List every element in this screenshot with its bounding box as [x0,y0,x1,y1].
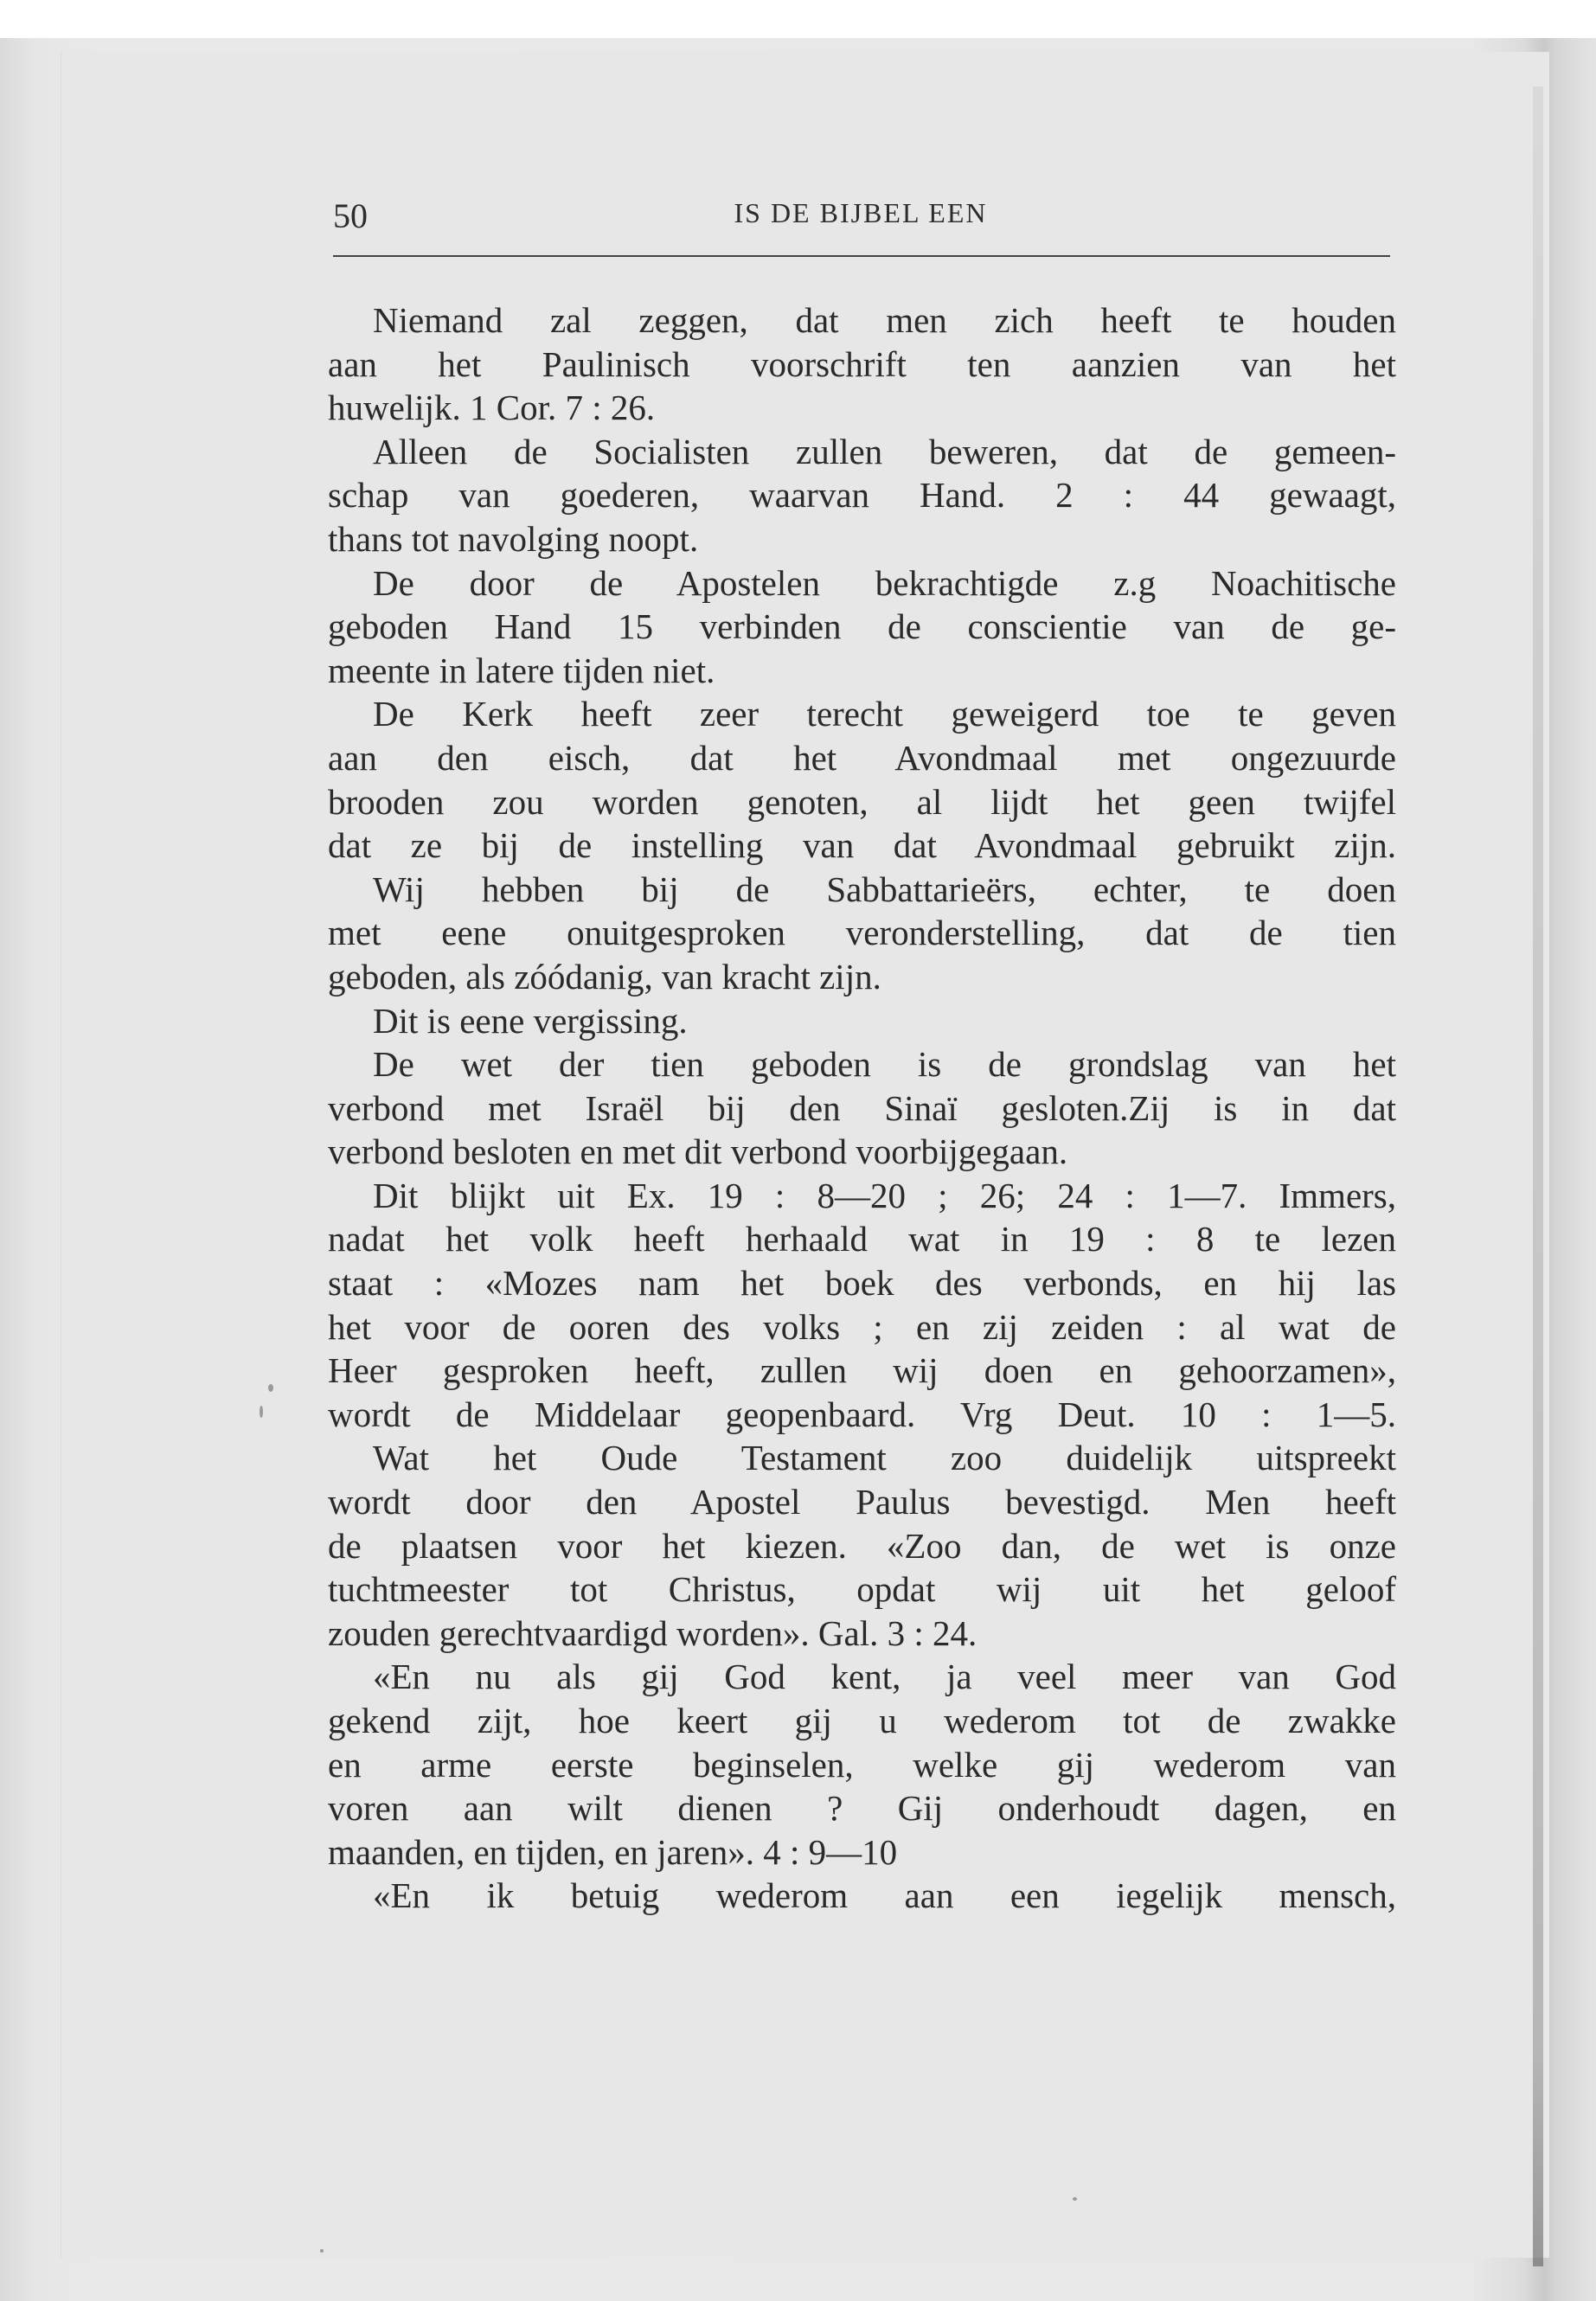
text-line: Niemand zal zeggen, dat men zich heeft te houden [373,300,1396,340]
text-line: geboden, als zóódanig, van kracht zijn. [328,956,881,997]
paper-speck [320,2249,324,2253]
text-line: schap van goederen, waarvan Hand. 2 : 44 gewaagt, [328,475,1396,516]
text-line: met eene onuitgesproken veronderstelling, dat de tien [328,913,1396,953]
page-edge-shadow [1533,87,1543,2266]
text-line: De Kerk heeft zeer terecht geweigerd toe te geven [373,694,1396,734]
body-text [328,298,1396,1918]
text-line: aan het Paulinisch voorschrift ten aanzien van het [328,343,1396,384]
text-line: brooden zou worden genoten, al lijdt het geen twijfel [328,781,1396,822]
text-line: huwelijk. 1 Cor. 7 : 26. [328,388,656,428]
text-line: «En nu als gij God kent, ja veel meer van God [373,1657,1396,1697]
running-title: IS DE BIJBEL EEN [734,197,988,228]
paper-speck [268,1384,273,1392]
text-line: Alleen de Socialisten zullen beweren, dat de gemeen- [373,431,1396,471]
text-line: wordt door den Apostel Paulus bevestigd. Men heeft [328,1482,1396,1522]
text-line: «En ik betuig wederom aan een iegelijk mensch, [373,1875,1396,1916]
text-line: maanden, en tijden, en jaren». 4 : 9—10 [328,1831,898,1872]
text-line: verbond besloten en met dit verbond voorbijgegaan. [328,1131,1068,1172]
text-line: Dit is eene vergissing. [373,1000,688,1041]
text-line: zouden gerechtvaardigd worden». Gal. 3 : 24. [328,1612,977,1653]
text-line: de plaatsen voor het kiezen. «Zoo dan, de wet is onze [328,1525,1396,1566]
page-number: 50 [333,196,368,235]
text-line: Wat het Oude Testament zoo duidelijk uitspreekt [373,1438,1396,1478]
text-line: thans tot navolging noopt. [328,518,699,559]
running-head [333,192,1388,244]
text-line: wordt de Middelaar geopenbaard. Vrg Deut. 10 : 1—5. [328,1394,1396,1434]
text-line: dat ze bij de instelling van dat Avondmaal gebruikt zijn. [328,825,1396,866]
text-line: nadat het volk heeft herhaald wat in 19 : 8 te lezen [328,1219,1396,1259]
text-line: geboden Hand 15 verbinden de conscientie van de ge- [328,606,1396,647]
text-line: staat : «Mozes nam het boek des verbonds, en hij las [328,1263,1396,1304]
header-rule [333,255,1390,257]
text-line: gekend zijt, hoe keert gij u wederom tot de zwakke [328,1701,1396,1740]
text-line: De door de Apostelen bekrachtigde z.g Noachitische [373,562,1396,603]
text-line: Wij hebben bij de Sabbattarieërs, echter, te doen [373,868,1396,909]
text-line: meente in latere tijden niet. [328,650,715,690]
text-line: aan den eisch, dat het Avondmaal met ongezuurde [328,737,1396,778]
text-line: tuchtmeester tot Christus, opdat wij uit het geloof [328,1569,1396,1610]
text-line: het voor de ooren des volks ; en zij zeiden : al wat de [328,1306,1396,1347]
text-line: Dit blijkt uit Ex. 19 : 8—20 ; 26; 24 : 1—7. Immers, [373,1175,1396,1215]
text-line: Heer gesproken heeft, zullen wij doen en gehoorzamen», [328,1350,1396,1391]
text-line: verbond met Israël bij den Sinaï gesloten.Zij is in dat [328,1087,1396,1128]
text-line: voren aan wilt dienen ? Gij onderhoudt dagen, en [328,1788,1396,1829]
text-line: en arme eerste beginselen, welke gij wederom van [328,1744,1396,1785]
paper-speck [1073,2197,1077,2201]
text-line: De wet der tien geboden is de grondslag van het [373,1044,1396,1085]
paper-speck [260,1406,263,1418]
